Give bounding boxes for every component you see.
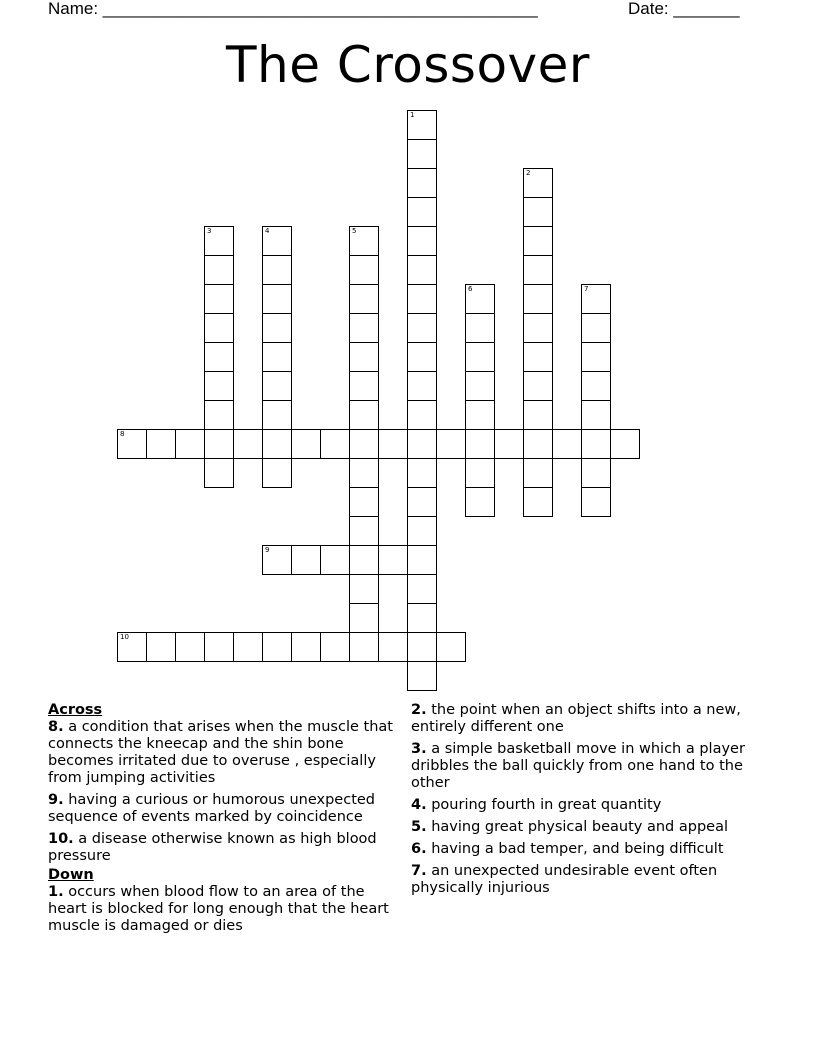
grid-cell[interactable]: [436, 429, 466, 459]
grid-cell[interactable]: [523, 342, 553, 372]
grid-cell[interactable]: [465, 284, 495, 314]
grid-cell[interactable]: [262, 342, 292, 372]
clues-right-column: [411, 702, 776, 902]
clue-text: having great physical beauty and appeal: [431, 819, 729, 835]
down-clue: [411, 741, 776, 792]
grid-cell[interactable]: [204, 313, 234, 343]
clue-text: pouring fourth in great quantity: [431, 797, 662, 813]
date-field-label: Date: _______: [628, 0, 740, 18]
grid-cell[interactable]: [349, 313, 379, 343]
grid-cell[interactable]: [436, 632, 466, 662]
grid-cell[interactable]: [146, 632, 176, 662]
down-clue: [411, 797, 776, 814]
grid-cell[interactable]: [262, 429, 292, 459]
cell-number: 1: [410, 111, 415, 119]
grid-cell[interactable]: [378, 632, 408, 662]
grid-cell[interactable]: [465, 313, 495, 343]
grid-cell[interactable]: [465, 429, 495, 459]
grid-cell[interactable]: [465, 487, 495, 517]
clue-number: 3.: [411, 741, 427, 757]
clue-text: an unexpected undesirable event often physically injurious: [411, 863, 718, 896]
clue-text: the point when an object shifts into a new, entirely different one: [411, 702, 741, 735]
grid-cell[interactable]: [349, 632, 379, 662]
grid-cell[interactable]: [523, 168, 553, 198]
down-clue: [411, 841, 776, 858]
grid-cell[interactable]: [407, 603, 437, 633]
down-clue: [48, 884, 400, 935]
grid-cell[interactable]: [262, 632, 292, 662]
grid-cell[interactable]: [349, 458, 379, 488]
grid-cell[interactable]: [320, 632, 350, 662]
grid-cell[interactable]: [407, 516, 437, 546]
grid-cell[interactable]: [581, 342, 611, 372]
grid-cell[interactable]: [262, 371, 292, 401]
cell-number: 8: [120, 430, 125, 438]
clue-text: a disease otherwise known as high blood pressure: [48, 831, 377, 864]
grid-cell[interactable]: [378, 429, 408, 459]
grid-cell[interactable]: [349, 371, 379, 401]
clue-number: 8.: [48, 719, 64, 735]
grid-cell[interactable]: [407, 487, 437, 517]
grid-cell[interactable]: [349, 487, 379, 517]
grid-cell[interactable]: [407, 545, 437, 575]
grid-cell[interactable]: [552, 429, 582, 459]
grid-cell[interactable]: [349, 516, 379, 546]
grid-cell[interactable]: [407, 342, 437, 372]
page-title: The Crossover: [226, 36, 590, 94]
cell-number: 7: [584, 285, 589, 293]
grid-cell[interactable]: [117, 429, 147, 459]
grid-cell[interactable]: [407, 313, 437, 343]
grid-cell[interactable]: [349, 574, 379, 604]
grid-cell[interactable]: [407, 139, 437, 169]
grid-cell[interactable]: [146, 429, 176, 459]
grid-cell[interactable]: [291, 545, 321, 575]
grid-cell[interactable]: [465, 342, 495, 372]
grid-cell[interactable]: [494, 429, 524, 459]
across-clue: [48, 831, 400, 865]
across-clue: [48, 719, 400, 787]
grid-cell[interactable]: [581, 313, 611, 343]
grid-cell[interactable]: [407, 574, 437, 604]
grid-cell[interactable]: [523, 487, 553, 517]
grid-cell[interactable]: [204, 400, 234, 430]
clue-number: 1.: [48, 884, 64, 900]
cell-number: 9: [265, 546, 270, 554]
grid-cell[interactable]: [204, 429, 234, 459]
grid-cell[interactable]: [407, 458, 437, 488]
grid-cell[interactable]: [175, 632, 205, 662]
clue-number: 5.: [411, 819, 427, 835]
grid-cell[interactable]: [233, 632, 263, 662]
grid-cell[interactable]: [262, 284, 292, 314]
down-clue: [411, 702, 776, 736]
grid-cell[interactable]: [204, 255, 234, 285]
grid-cell[interactable]: [523, 429, 553, 459]
grid-cell[interactable]: [407, 661, 437, 691]
grid-cell[interactable]: [465, 371, 495, 401]
grid-cell[interactable]: [204, 371, 234, 401]
grid-cell[interactable]: [465, 458, 495, 488]
cell-number: 4: [265, 227, 270, 235]
grid-cell[interactable]: [407, 197, 437, 227]
grid-cell[interactable]: [349, 545, 379, 575]
grid-cell[interactable]: [262, 458, 292, 488]
grid-cell[interactable]: [581, 284, 611, 314]
grid-cell[interactable]: [581, 458, 611, 488]
grid-cell[interactable]: [581, 371, 611, 401]
clue-number: 4.: [411, 797, 427, 813]
clue-number: 2.: [411, 702, 427, 718]
cell-number: 2: [526, 169, 531, 177]
grid-cell[interactable]: [291, 632, 321, 662]
grid-cell[interactable]: [581, 429, 611, 459]
cell-number: 10: [120, 633, 129, 641]
down-clue: [411, 819, 776, 836]
grid-cell[interactable]: [204, 632, 234, 662]
grid-cell[interactable]: [407, 400, 437, 430]
clue-text: a condition that arises when the muscle that connects the kneecap and the shin bone becomes irritated due to overuse , especially from jumping activities: [48, 719, 393, 786]
cell-number: 5: [352, 227, 357, 235]
grid-cell[interactable]: [262, 226, 292, 256]
grid-cell[interactable]: [204, 284, 234, 314]
grid-cell[interactable]: [523, 371, 553, 401]
cell-number: 6: [468, 285, 473, 293]
across-clue: [48, 792, 400, 826]
grid-cell[interactable]: [349, 284, 379, 314]
clue-number: 10.: [48, 831, 74, 847]
grid-cell[interactable]: [378, 545, 408, 575]
grid-cell[interactable]: [262, 255, 292, 285]
grid-cell[interactable]: [291, 429, 321, 459]
grid-cell[interactable]: [581, 400, 611, 430]
grid-cell[interactable]: [262, 400, 292, 430]
grid-cell[interactable]: [523, 226, 553, 256]
grid-cell[interactable]: [204, 458, 234, 488]
grid-cell[interactable]: [407, 371, 437, 401]
grid-cell[interactable]: [320, 545, 350, 575]
grid-cell[interactable]: [175, 429, 205, 459]
grid-cell[interactable]: [349, 400, 379, 430]
clue-text: a simple basketball move in which a player dribbles the ball quickly from one hand to the other: [411, 741, 745, 791]
grid-cell[interactable]: [407, 284, 437, 314]
grid-cell[interactable]: [523, 197, 553, 227]
clue-number: 9.: [48, 792, 64, 808]
grid-cell[interactable]: [233, 429, 263, 459]
grid-cell[interactable]: [407, 110, 437, 140]
grid-cell[interactable]: [407, 226, 437, 256]
clue-text: occurs when blood flow to an area of the heart is blocked for long enough that the heart muscle is damaged or dies: [48, 884, 389, 934]
grid-cell[interactable]: [523, 400, 553, 430]
grid-cell[interactable]: [349, 429, 379, 459]
grid-cell[interactable]: [349, 226, 379, 256]
grid-cell[interactable]: [610, 429, 640, 459]
cell-number: 3: [207, 227, 212, 235]
grid-cell[interactable]: [523, 313, 553, 343]
across-heading: Across: [48, 702, 103, 718]
grid-cell[interactable]: [320, 429, 350, 459]
grid-cell[interactable]: [523, 458, 553, 488]
clue-number: 7.: [411, 863, 427, 879]
down-heading: Down: [48, 867, 94, 883]
grid-cell[interactable]: [407, 168, 437, 198]
grid-cell[interactable]: [204, 226, 234, 256]
grid-cell[interactable]: [349, 342, 379, 372]
name-field-label: Name: ______________________________________________: [48, 0, 538, 18]
grid-cell[interactable]: [523, 284, 553, 314]
grid-cell[interactable]: [262, 313, 292, 343]
clue-number: 6.: [411, 841, 427, 857]
grid-cell[interactable]: [204, 342, 234, 372]
clue-text: having a curious or humorous unexpected sequence of events marked by coincidence: [48, 792, 375, 825]
grid-cell[interactable]: [523, 255, 553, 285]
clues-left-column: [48, 702, 400, 940]
grid-cell[interactable]: [407, 255, 437, 285]
clue-text: having a bad temper, and being difficult: [431, 841, 724, 857]
grid-cell[interactable]: [349, 603, 379, 633]
grid-cell[interactable]: [407, 632, 437, 662]
grid-cell[interactable]: [465, 400, 495, 430]
down-clue: [411, 863, 776, 897]
grid-cell[interactable]: [581, 487, 611, 517]
grid-cell[interactable]: [117, 632, 147, 662]
grid-cell[interactable]: [407, 429, 437, 459]
grid-cell[interactable]: [262, 545, 292, 575]
grid-cell[interactable]: [349, 255, 379, 285]
